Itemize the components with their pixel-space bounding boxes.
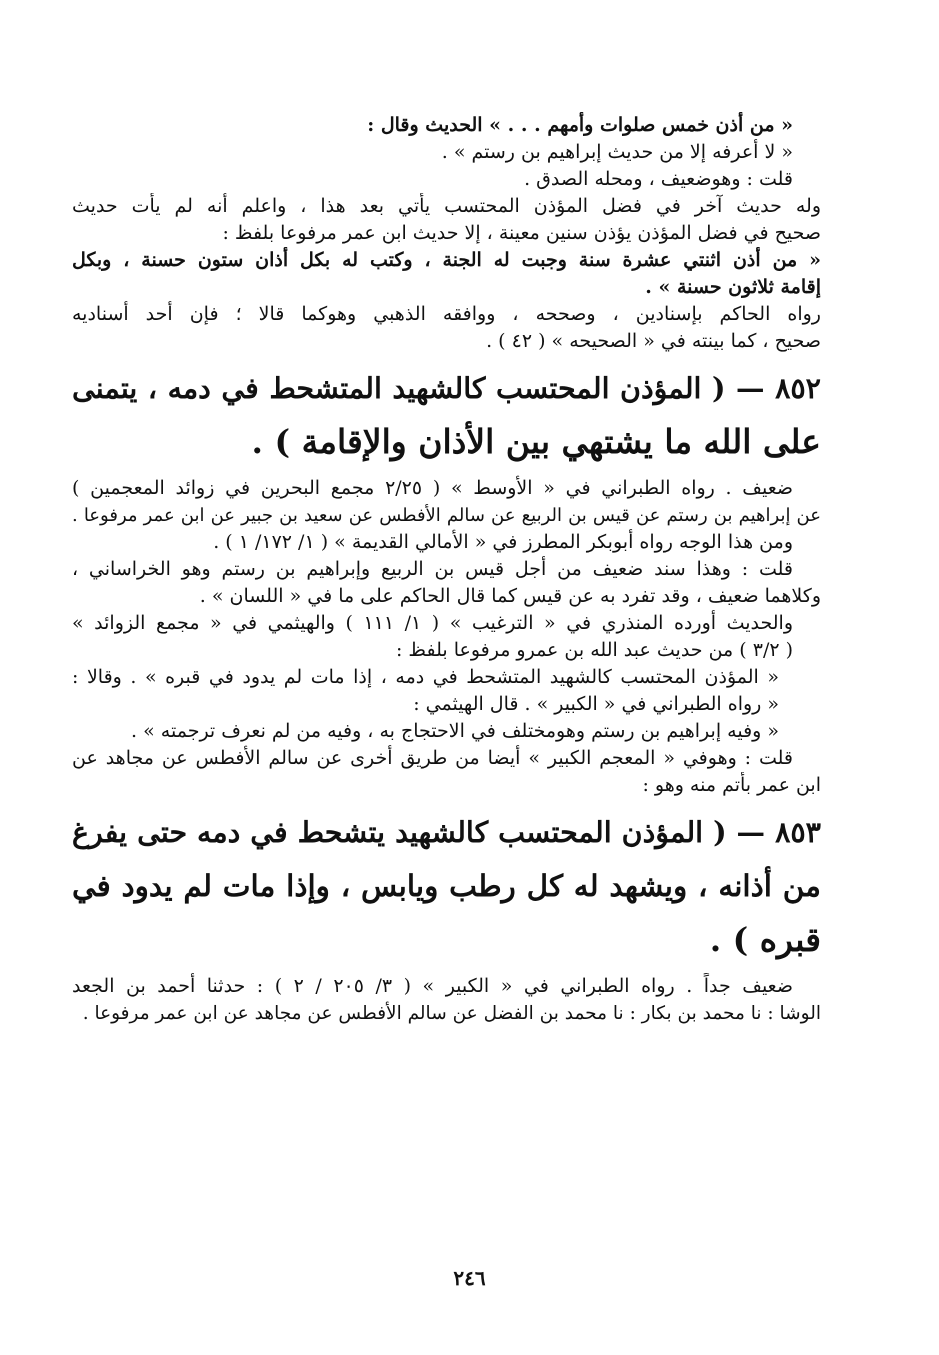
text-line: قلت : وهذا سند ضعيف من أجل قيس بن الربيع وإبراهيم بن رستم وهو الخراساني ، — [72, 558, 793, 580]
hadith-quote-line: إقامة ثلاثون حسنة » . — [645, 276, 821, 298]
text-line: صحيح في فضل المؤذن يؤذن سنين معينة ، إلا حديث ابن عمر مرفوعا بلفظ : — [222, 222, 821, 244]
hadith-852-heading: على الله ما يشتهي بين الأذان والإقامة ) . — [251, 422, 821, 461]
text-line: وكلاهما ضعيف ، وقد تفرد به عن قيس كما قال الحاكم على ما في « اللسان » . — [199, 585, 821, 607]
hadith-852-heading: ٨٥٢ — ( المؤذن المحتسب كالشهيد المتشحط في دمه ، يتمنى — [72, 371, 821, 405]
quote-line: « المؤذن المحتسب كالشهيد المتشحط في دمه ، إذا مات لم يدود في قبره » . وقالا : — [72, 666, 779, 688]
grading-line: ضعيف . رواه الطبراني في « الأوسط » ( ٢/٢٥ مجمع البحرين في زوائد المعجمين ) — [72, 477, 794, 499]
hadith-853-heading: من أذانه ، ويشهد له كل رطب ويابس ، وإذا مات لم يدود في — [72, 868, 821, 903]
hadith-853-heading: قبره ) . — [709, 920, 821, 959]
text-line: عن إبراهيم بن رستم عن قيس بن الربيع عن سالم الأفطس عن سعيد بن جبير عن ابن عمر مرفوعا . — [72, 505, 821, 526]
grading-line: ضعيف جداً . رواه الطبراني في « الكبير » ( ٣/ ٢٠٥ / ٢ ) : حدثنا أحمد بن الجعد — [72, 975, 793, 997]
text-line: صحيح ، كما بينته في « الصحيحه » ( ٤٢ ) . — [486, 330, 821, 352]
hadith-853-heading: ٨٥٣ — ( المؤذن المحتسب كالشهيد يتشحط في دمه حتى يفرغ — [72, 815, 821, 849]
text-line: ابن عمر بأتم منه وهو : — [642, 774, 821, 796]
hadith-quote-line: « من أذن اثنتي عشرة سنة وجبت له الجنة ، وكتب له بكل أذان ستون حسنة ، وبكل — [72, 249, 821, 271]
quote-line: « لا أعرفه إلا من حديث إبراهيم بن رستم » . — [441, 141, 793, 163]
page-number: ٢٤٦ — [453, 1266, 486, 1290]
quote-line: « رواه الطبراني في « الكبير » . قال الهيثمي : — [413, 693, 779, 715]
quote-line: « وفيه إبراهيم بن رستم وهومختلف في الاحتجاج به ، وفيه من لم نعرف ترجمته » . — [131, 720, 779, 742]
text-line: قلت : وهوفي « المعجم الكبير » أيضا من طريق أخرى عن سالم الأفطس عن مجاهد عن — [72, 747, 793, 769]
text-line: رواه الحاكم بإسنادين ، وصححه ، ووافقه الذهبي وهوكما قالا ؛ فإن أحد أسناديه — [72, 303, 821, 325]
text-line: ومن هذا الوجه رواه أبوبكر المطرز في « الأمالي القديمة » ( ١/ ١٧٢/ ١ ) . — [213, 531, 793, 553]
text-line: قلت : وهوضعيف ، ومحله الصدق . — [524, 168, 793, 190]
text-line: ( ٣/٢ ) من حديث عبد الله بن عمرو مرفوعا بلفظ : — [395, 639, 793, 661]
hadith-quote-line: « من أذن خمس صلوات وأمهم . . . » الحديث وقال : — [367, 114, 793, 136]
text-line: الوشا : نا محمد بن بكار : نا محمد بن الفضل عن سالم الأفطس عن مجاهد عن ابن عمر مرفوعا . — [82, 1003, 821, 1024]
text-line: وله حديث آخر في فضل المؤذن المحتسب يأتي بعد هذا ، واعلم أنه لم يأت حديث — [72, 195, 821, 217]
text-line: والحديث أورده المنذري في « الترغيب » ( ١/ ١١١ ) والهيثمي في « مجمع الزوائد » — [72, 612, 793, 634]
